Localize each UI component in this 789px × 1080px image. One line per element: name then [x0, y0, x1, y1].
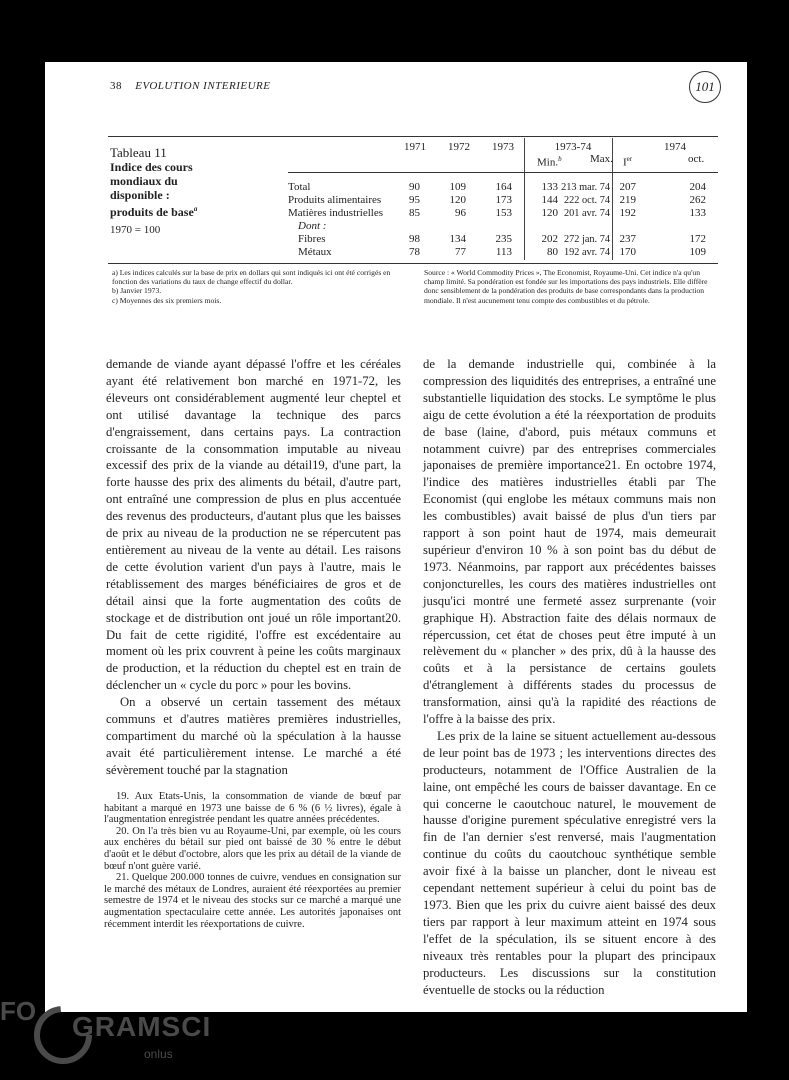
cell: 204 — [689, 181, 706, 193]
footnote: 20. On l'a très bien vu au Royaume-Uni, par exemple, où les cours aux enchères du bétail sur pied ont baissé de 30 % entre le début d'août et le début d'octobre, alors que les prix au détail de la viande de bœuf n'ont guère varié. — [104, 825, 401, 872]
paragraph: demande de viande ayant dépassé l'offre et les céréales ayant été relativement bon marché en 1971-72, les éleveurs ont considérablement augmenté leur cheptel et ont utilisé davantage la technique des parcs d'engraissement, dans certains pays. La contraction croissante de la consommation imputable au niveau excessif des prix de la viande au détail19, d'une part, la forte hausse des prix des aliments du bétail, d'autre part, ont entraîné une compression de plus en plus accentuée des revenus des producteurs, d'autant plus que les baisses de prix au niveau de la production ne se répercutent pas entièrement au niveau de la vente au détail. Les raisons de cette évolution varient d'un pays à l'autre, mais le rétablissement des marges bénéficiaires de gros et de détail ainsi que la forte augmentation des coûts de stockage et de distribution ont joué un rôle important20. Du fait de cette rigidité, l'offre est excédentaire au moment où les prix couvrent à peine les coûts marginaux de production, et la réduction du cheptel est en train de déclencher un « cycle du porc » pour les bovins. — [106, 357, 401, 693]
table-bottom-rule — [108, 263, 718, 264]
cell: 213 mar. 74 — [561, 182, 610, 193]
cell: 272 jan. 74 — [563, 234, 610, 245]
table-title-line: disponible : — [110, 188, 170, 202]
header-oct: oct. — [688, 153, 705, 165]
cell: 262 — [689, 194, 706, 206]
table-source: Source : « World Commodity Prices », The Economist, Royaume-Uni. Cet indice n'a qu'un champ limité. Sa pondération est fondée sur les importations des pays industriels. Elle diffère donc sensiblement de la pondération des produits de base correspondants dans la production mondiale. Il n'est aucunement tenu compte des combustibles et du pétrole. — [424, 268, 708, 305]
watermark-left-text: FO — [0, 996, 37, 1026]
cell: 134 — [449, 233, 466, 245]
table-title-line: Indice des cours — [110, 160, 193, 174]
cell: 192 avr. 74 — [563, 247, 610, 258]
header-1974: 1974 — [664, 141, 686, 153]
cell: 120 — [449, 194, 466, 206]
paragraph: de la demande industrielle qui, combinée à la compression des liquidités des entreprises, a entraîné une substantielle liquidation des stocks. Le symptôme le plus aigu de cette évolution a été la réexportation de produits de base (laine, d'abord, puis métaux communs et notamment cuivre) par des entreprises commerciales japonaises de première importance21. En octobre 1974, l'indice des matières industrielles établi par The Economist (qui englobe les métaux communs mais non les combustibles) avait baissé de plus d'un tiers par rapport à son point haut de 1974, mais demeurait supérieur d'environ 10 % à son point bas du début de 1973. Néanmoins, par rapport aux précédentes baisses conjoncturelles, les cours des matières industrielles ont jusqu'ici montré une fermeté assez surprenante (voir graphique H). Abstraction faite des délais normaux de répercussion, cet état de choses peut être imputé à un relèvement du « plancher » des prix, dû à la hausse des coûts et à la persistance de certains goulets d'étranglement à différents stades du processus de transformation, ainsi qu'à la rapidité des réactions de l'offre à la baisse des prix. — [423, 357, 716, 727]
cell: 90 — [409, 181, 420, 193]
table-base: 1970 = 100 — [110, 224, 161, 236]
cell — [488, 220, 512, 233]
header-min: Min.$^b$ — [537, 155, 562, 169]
cell: 237 — [619, 233, 636, 245]
cell: 98 — [409, 233, 420, 245]
header-q1: Ier — [623, 155, 633, 169]
row-label: Produits alimentaires — [288, 194, 382, 206]
cell — [558, 220, 610, 233]
cell: 170 — [619, 246, 636, 258]
table-note: c) Moyennes des six premiers mois. — [112, 295, 222, 305]
row-label: Matières industrielles — [288, 207, 384, 219]
cell: 133 — [689, 207, 706, 219]
col-q1 — [614, 181, 636, 259]
watermark-brand: GRAMSCI — [72, 1011, 212, 1042]
cell: 78 — [409, 246, 420, 258]
cell: 80 — [547, 246, 558, 258]
table-note: a) Les indices calculés sur la base de prix en dollars qui sont indiqués ici ont été corrigés en fonction des variations du taux de change effectif du dollar. — [112, 268, 391, 287]
row-label: Total — [288, 181, 311, 193]
cell — [398, 220, 420, 233]
running-header — [110, 80, 271, 92]
cell: 202 — [541, 233, 558, 245]
cell: 144 — [541, 194, 558, 206]
footnote: 19. Aux Etats-Unis, la consommation de viande de bœuf par habitant a marqué en 1973 une baisse de 6 % (6 ½ livres), égale à l'augmentation enregistrée pendant les quatre années précédentes. — [104, 791, 401, 826]
table-number: Tableau 11 — [110, 145, 167, 160]
cell — [614, 220, 636, 233]
row-label: Fibres — [298, 233, 326, 245]
cell — [682, 220, 706, 233]
cell: 201 avr. 74 — [563, 208, 610, 219]
cell: 96 — [455, 207, 466, 219]
cell: 192 — [619, 207, 636, 219]
footnote: 21. Quelque 200.000 tonnes de cuivre, vendues en consignation sur le marché des métaux de Londres, auraient été réexportées au premier semestre de 1974 et le niveau des stocks sur ce marché a marqué une augmentation spectaculaire cette année. Les autorités japonaises ont récemment interdit les réexportations de cuivre. — [104, 872, 401, 930]
row-labels — [288, 181, 398, 259]
paragraph: Les prix de la laine se situent actuellement au-dessous de leur point bas de 1973 ; les interventions directes des producteurs, notamment de l'Office Australien de la laine, ont empêché les cours de baisser davantage. En ce qui concerne le caoutchouc naturel, le mouvement de hausse d'origine purement spéculative enregistré vers la fin de l'an dernier s'est renversé, mais l'augmentation continue du coûts du caoutchouc synthétique semble avoir fixé à la baisse un plancher, dont le niveau est cependant nettement supérieur à celui du point bas de 1973. Bien que les prix du cuivre aient baissé des deux tiers par rapport à leur maximum atteint en 1974 sous l'effet de la spéculation, ils se situent encore à des niveaux très rentables pour la plupart des principaux producteurs. Les discussions sur la constitution éventuelle de stocks ou la réduction — [423, 728, 716, 997]
table-header-rule — [288, 172, 718, 173]
header-1973: 1973 — [492, 141, 514, 153]
row-label: Métaux — [298, 246, 332, 258]
cell: 77 — [455, 246, 466, 258]
col-min — [532, 181, 558, 259]
cell: 153 — [495, 207, 512, 219]
running-title: EVOLUTION INTERIEURE — [135, 80, 271, 92]
right-column — [423, 356, 716, 998]
cell: 113 — [495, 246, 512, 258]
cell — [442, 220, 466, 233]
col-1973 — [488, 181, 512, 259]
col-1971 — [398, 181, 420, 259]
cell: 133 — [541, 181, 558, 193]
cell: 85 — [409, 207, 420, 219]
cell: 219 — [619, 194, 636, 206]
col-1972 — [442, 181, 466, 259]
table-divider-1 — [524, 138, 525, 260]
left-column — [106, 356, 401, 779]
table-notes — [112, 268, 406, 305]
footnotes — [104, 791, 401, 930]
cell: 173 — [495, 194, 512, 206]
cell — [532, 220, 558, 233]
header-1971: 1971 — [404, 141, 426, 153]
cell: 172 — [689, 233, 706, 245]
cell: 222 oct. 74 — [563, 195, 610, 206]
page-number: 38 — [110, 80, 122, 92]
row-label: Dont : — [298, 220, 327, 232]
cell: 235 — [495, 233, 512, 245]
header-1973-74: 1973-74 — [554, 141, 592, 153]
table-title-line: produits de base$^a$ — [110, 205, 198, 219]
cell: 120 — [541, 207, 558, 219]
col-oct — [682, 181, 706, 259]
paragraph: On a observé un certain tassement des métaux communs et d'autres matières premières industrielles, compartiment du marché où la spéculation à la hausse avait été particulièrement intense. Le marché a été sévèrement touché par la stagnation — [106, 695, 401, 777]
table-title-line: mondiaux du — [110, 174, 178, 188]
table-title — [110, 146, 270, 237]
table-top-rule — [108, 136, 718, 137]
cell: 109 — [449, 181, 466, 193]
folio-annotation: 101 — [689, 71, 721, 103]
table-note: b) Janvier 1973. — [112, 286, 162, 296]
header-1972: 1972 — [448, 141, 470, 153]
watermark-sub: onlus — [144, 1047, 173, 1061]
col-max — [558, 181, 610, 259]
cell: 164 — [495, 181, 512, 193]
cell: 207 — [619, 181, 636, 193]
cell: 109 — [689, 246, 706, 258]
header-max: Max. — [590, 153, 613, 165]
cell: 95 — [409, 194, 420, 206]
